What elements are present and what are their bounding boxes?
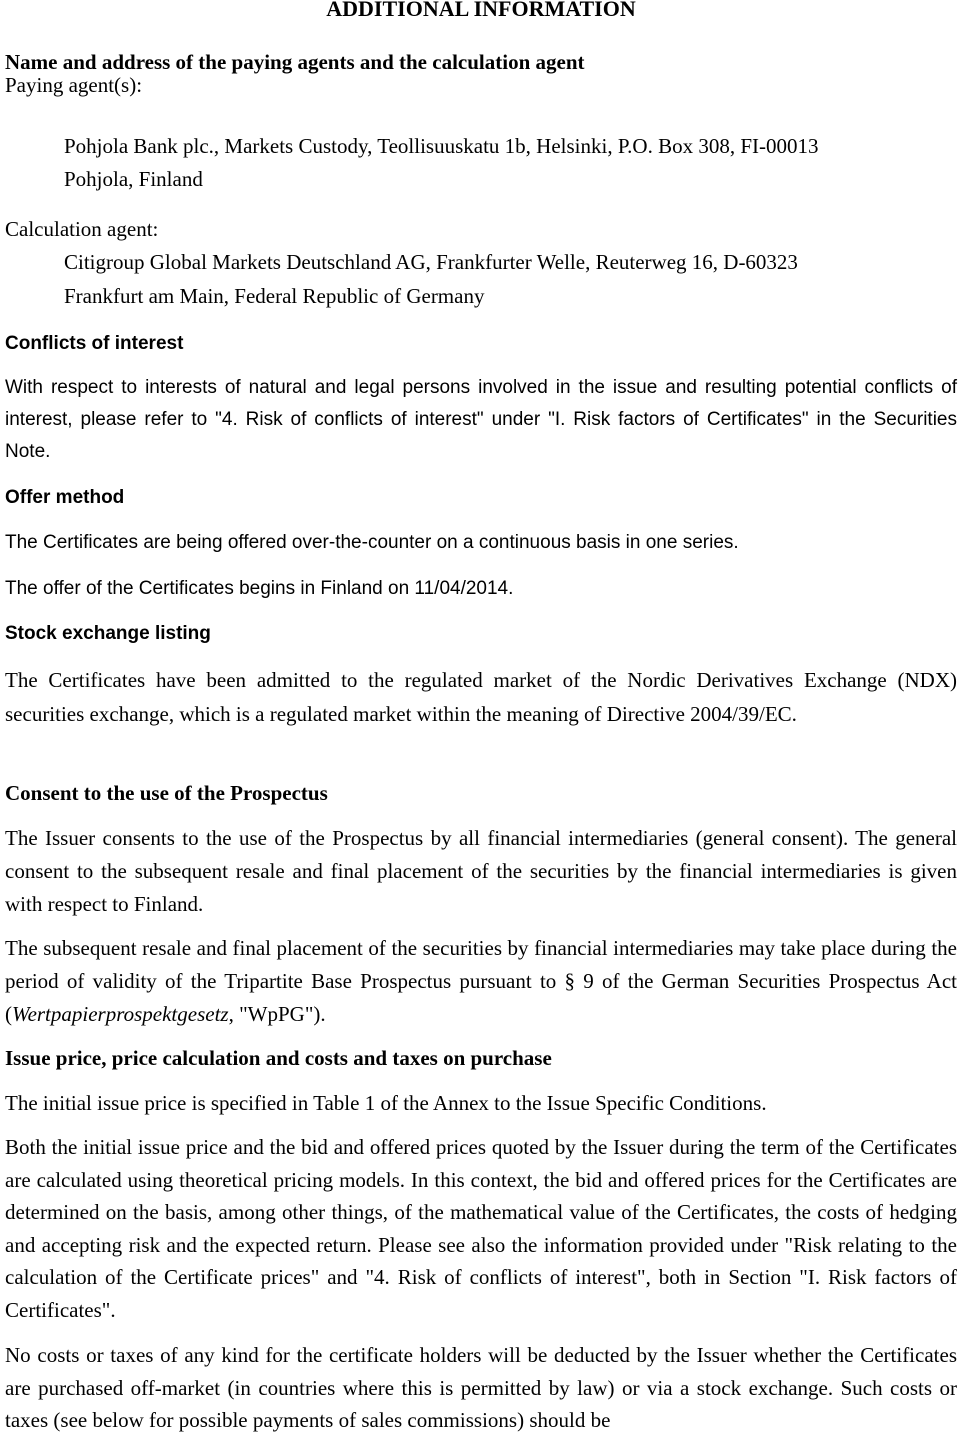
- conflicts-heading: Conflicts of interest: [5, 333, 184, 354]
- paying-agent-address-line1: Pohjola Bank plc., Markets Custody, Teollisuuskatu 1b, Helsinki, P.O. Box 308, FI-00013: [64, 134, 819, 158]
- issue-price-paragraph-2: Both the initial issue price and the bid and offered prices quoted by the Issuer during the term of the Certificates are calculated using theoretical pricing models. In this context, the bid and offered prices for the Certificates are determined on the basis, among other things, of the mathematical value of the Certificates, the costs of hedging and accepting risk and the expected return. Please see also the information provided under "Risk relating to the calculation of the Certificate prices" and "4. Risk of conflicts of interest", both in Section "I. Risk factors of Certificates".: [5, 1135, 957, 1322]
- calculation-agent-address-line1: Citigroup Global Markets Deutschland AG, Frankfurter Welle, Reuterweg 16, D-60323: [64, 250, 798, 274]
- issue-price-paragraph-3: No costs or taxes of any kind for the certificate holders will be deducted by the Issuer whether the Certificates are purchased off-market (in countries where this is permitted by law) or via a stock exchange. Such costs or taxes (see below for possible payments of sales commissions) should be: [5, 1343, 957, 1432]
- offer-heading: Offer method: [5, 487, 125, 508]
- consent-heading: Consent to the use of the Prospectus: [5, 781, 328, 805]
- calculation-agent-label: Calculation agent:: [5, 217, 159, 241]
- agents-heading: Name and address of the paying agents and the calculation agent: [5, 50, 585, 74]
- consent-paragraph-2-end: , "WpPG").: [228, 1002, 326, 1026]
- offer-paragraph-1: The Certificates are being offered over-the-counter on a continuous basis in one series.: [5, 532, 739, 553]
- issue-price-heading: Issue price, price calculation and costs and taxes on purchase: [5, 1046, 552, 1070]
- document-title: ADDITIONAL INFORMATION: [326, 0, 636, 21]
- issue-price-paragraph-1: The initial issue price is specified in Table 1 of the Annex to the Issue Specific Conditions.: [5, 1091, 767, 1115]
- paying-agent-label: Paying agent(s):: [5, 73, 143, 97]
- paying-agent-address-line2: Pohjola, Finland: [64, 167, 203, 191]
- wpprg-term: Wertpapierprospektgesetz: [12, 1002, 229, 1026]
- consent-paragraph-1: The Issuer consents to the use of the Prospectus by all financial intermediaries (general consent). The general consent to the subsequent resale and final placement of the securities by the financial intermediaries is given with respect to Finland.: [5, 826, 957, 916]
- offer-paragraph-2: The offer of the Certificates begins in Finland on 11/04/2014.: [5, 578, 514, 599]
- listing-heading: Stock exchange listing: [5, 623, 211, 644]
- consent-paragraph-2: [5, 932, 957, 1031]
- conflicts-text: With respect to interests of natural and legal persons involved in the issue and resulting potential conflicts of interest, please refer to "4. Risk of conflicts of interest" under "I. Risk factors of Certificates" in the Securities Note.: [5, 377, 957, 462]
- calculation-agent-address-line2: Frankfurt am Main, Federal Republic of Germany: [64, 284, 485, 308]
- consent-paragraph-2-start: The subsequent resale and final placement of the securities by financial intermediaries may take place during the period of validity of the Tripartite Base Prospectus pursuant to § 9 of the German Securities Prospectus Act (: [5, 936, 957, 1026]
- listing-text: The Certificates have been admitted to the regulated market of the Nordic Derivatives Exchange (NDX) securities exchange, which is a regulated market within the meaning of Directive 2004/39/EC.: [5, 668, 957, 726]
